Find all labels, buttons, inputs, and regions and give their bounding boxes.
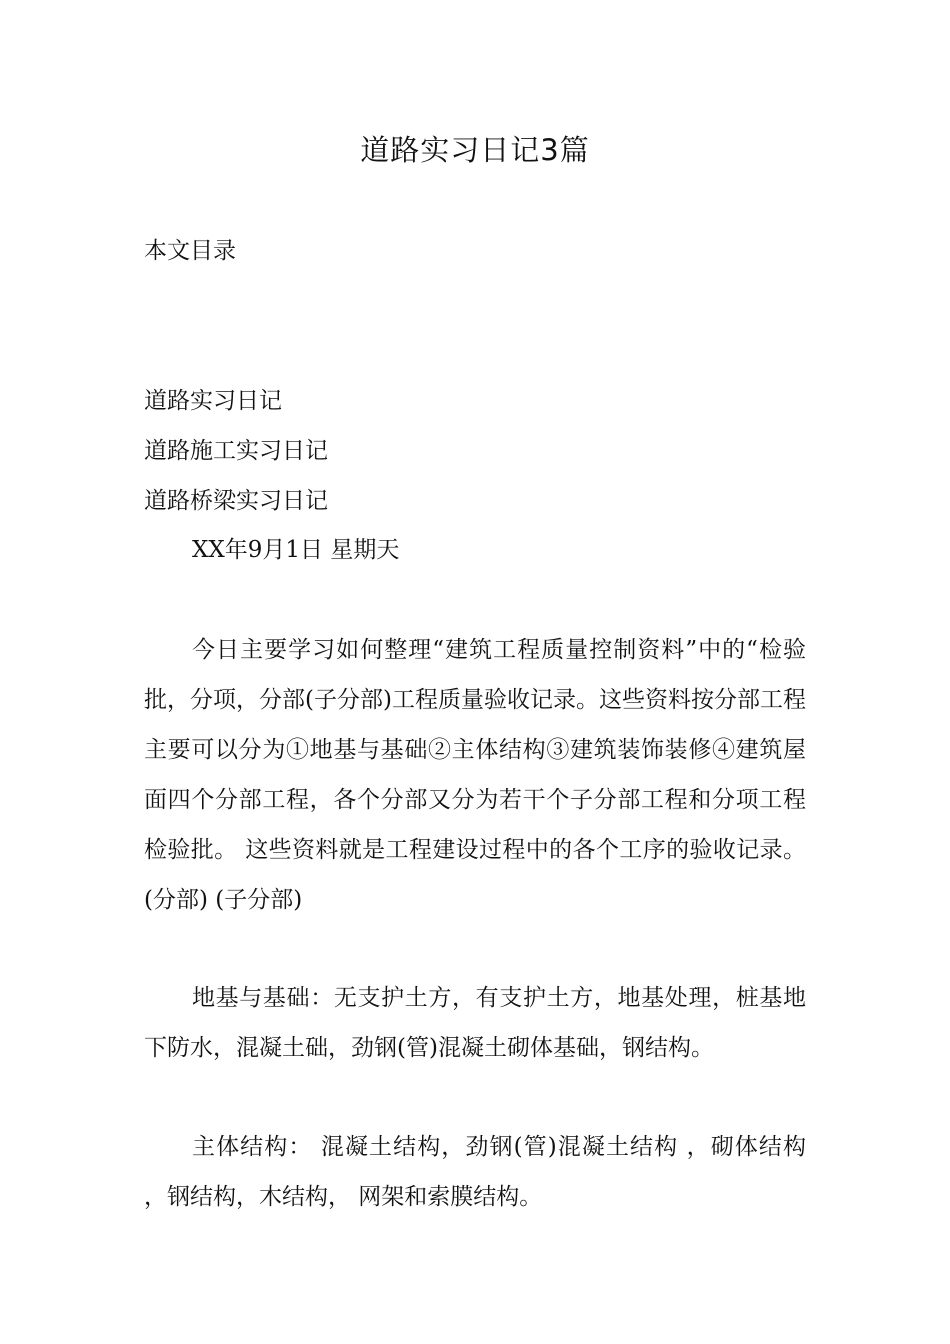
paragraph-quality-records: 今日主要学习如何整理“建筑工程质量控制资料”中的“检验批，分项，分部(子分部)工程质量验收记录。这些资料按分部工程主要可以分为①地基与基础②主体结构③建筑装饰装修④建筑屋面四个分部工程，各个分部又分为若干个子分部工程和分项工程检验批。 这些资料就是工程建设过程中的各个工序的验收记录。 (分部) (子分部) xyxy=(144,637,806,913)
toc-heading: 本文目录 xyxy=(144,238,236,264)
diary-date: XX年9月1日 星期天 xyxy=(192,537,400,563)
toc-item-road-bridge-diary: 道路桥梁实习日记 xyxy=(144,488,328,514)
paragraph-foundation: 地基与基础：无支护土方，有支护土方，地基处理，桩基地下防水，混凝土础，劲钢(管)混凝土砌体基础，钢结构。 xyxy=(144,985,806,1061)
paragraph-main-structure: 主体结构： 混凝土结构，劲钢(管)混凝土结构 ，砌体结构 ，钢结构，木结构， 网架和索膜结构。 xyxy=(144,1134,806,1210)
document-title: 道路实习日记3篇 xyxy=(360,133,590,167)
toc-item-road-internship-diary: 道路实习日记 xyxy=(144,388,282,414)
toc-item-road-construction-diary: 道路施工实习日记 xyxy=(144,438,328,464)
